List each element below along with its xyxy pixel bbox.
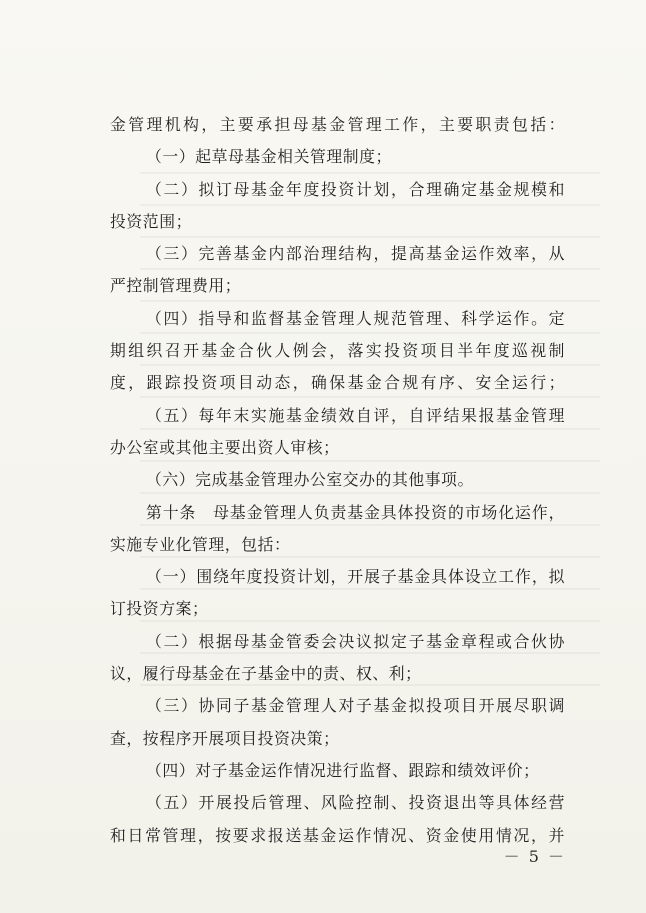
text-line: （一）围绕年度投资计划，开展子基金具体设立工作，拟 (146, 567, 565, 587)
text-line: 办公室或其他主要出资人审核； (110, 437, 340, 457)
text-line: （五）开展投后管理、风险控制、投资退出等具体经营 (146, 793, 565, 813)
text-line: （二）根据母基金管委会决议拟定子基金章程或合伙协 (146, 631, 565, 651)
text-line: （四）对子基金运作情况进行监督、跟踪和绩效评价； (146, 760, 540, 780)
text-line: 金管理机构，主要承担母基金管理工作，主要职责包括： (110, 115, 565, 134)
text-line: （三）协同子基金管理人对子基金拟投项目开展尽职调 (146, 696, 565, 716)
text-line: 严控制管理费用； (110, 276, 242, 296)
text-line: 度，跟踪投资项目动态，确保基金合规有序、安全运行； (110, 373, 565, 393)
text-line: 投资范围； (110, 211, 192, 231)
article-heading-line: 第十条 母基金管理人负责基金具体投资的市场化运作， (146, 502, 565, 522)
text-line: （二）拟订母基金年度投资计划，合理确定基金规模和 (146, 179, 565, 199)
text-line: 实施专业化管理，包括： (110, 534, 291, 554)
text-line: （一）起草母基金相关管理制度； (146, 147, 392, 167)
text-line: 期组织召开基金合伙人例会，落实投资项目半年度巡视制 (110, 341, 565, 361)
text-line: （四）指导和监督基金管理人规范管理、科学运作。定 (146, 308, 565, 328)
text-line: （六）完成基金管理办公室交办的其他事项。 (146, 470, 474, 490)
text-line: （五）每年末实施基金绩效自评，自评结果报基金管理 (146, 405, 565, 425)
page-number: － 5 － (503, 847, 566, 866)
text-line: 议，履行母基金在子基金中的责、权、利； (110, 664, 422, 684)
text-line: 和日常管理，按要求报送基金运作情况、资金使用情况，并 (110, 825, 565, 845)
text-line: 查，按程序开展项目投资决策； (110, 728, 340, 748)
text-line: （三）完善基金内部治理结构，提高基金运作效率，从 (146, 244, 565, 264)
text-line: 订投资方案； (110, 599, 209, 619)
document-body (110, 109, 565, 852)
